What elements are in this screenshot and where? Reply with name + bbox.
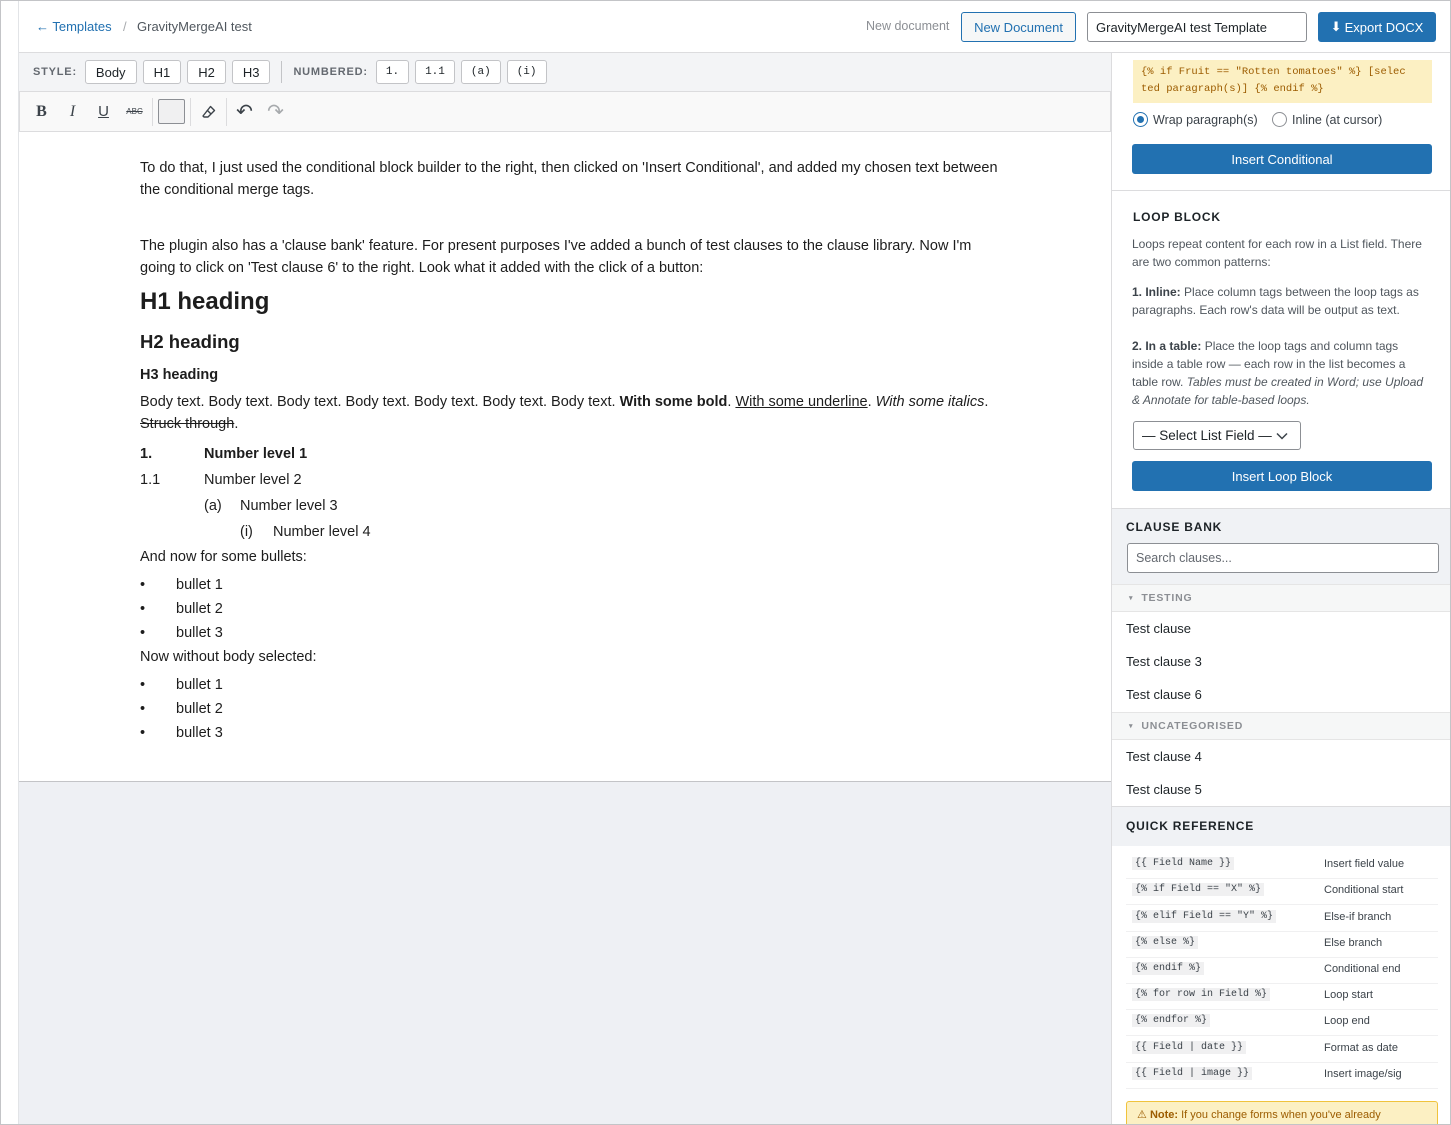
document-content[interactable]: [140, 157, 1000, 746]
back-to-templates-link[interactable]: ← Templates: [36, 19, 112, 34]
quick-ref-desc: Format as date: [1324, 1042, 1398, 1054]
quick-ref-desc: Else-if branch: [1324, 911, 1392, 923]
punctuation: .: [867, 394, 872, 410]
bold-icon: B: [36, 102, 47, 120]
quick-ref-desc: Else branch: [1324, 937, 1383, 949]
number-marker: 1.1: [140, 472, 161, 488]
document-editor[interactable]: [19, 132, 1111, 782]
numbered-item-level-4: [140, 519, 1000, 545]
underline-text: With some underline: [735, 394, 868, 410]
loop-pattern-text: Place column tags between the loop tags as paragraphs. Each row's data will be output as text.: [1132, 285, 1419, 317]
toolbar-divider: [190, 98, 191, 126]
bullet-marker: •: [140, 701, 146, 717]
quick-ref-row: [1126, 932, 1438, 958]
bullet-item: [140, 622, 1000, 646]
top-bar: [19, 1, 1451, 53]
bullet-marker: •: [140, 625, 146, 641]
style-h1-button[interactable]: H1: [143, 60, 182, 84]
radio-unselected-icon[interactable]: [1272, 112, 1287, 127]
text-color-picker[interactable]: [158, 99, 185, 124]
bullet-item: [140, 674, 1000, 698]
quick-reference-title: QUICK REFERENCE: [1126, 819, 1255, 833]
underline-button[interactable]: [88, 97, 119, 127]
clause-item[interactable]: Test clause: [1126, 621, 1192, 636]
number-text: Number level 2: [204, 472, 302, 488]
clear-formatting-button[interactable]: [193, 97, 224, 127]
style-toolbar: [19, 53, 1111, 91]
eraser-icon: [201, 104, 217, 120]
radio-selected-icon[interactable]: [1133, 112, 1148, 127]
document-title: GravityMergeAI test: [137, 19, 252, 34]
quick-ref-row: [1126, 906, 1438, 932]
quick-ref-row: [1126, 853, 1438, 879]
punctuation: .: [234, 416, 239, 432]
quick-ref-row: [1126, 984, 1438, 1010]
style-h3-button[interactable]: H3: [232, 60, 271, 84]
loop-pattern-table: [1132, 337, 1430, 409]
quick-ref-code: {{ Field | date }}: [1132, 1041, 1246, 1054]
loop-pattern-text: Place the loop tags and column tags inside a table row — each row in the list becomes a table row.: [1132, 339, 1406, 389]
insert-loop-block-button[interactable]: Insert Loop Block: [1132, 461, 1432, 491]
category-label: UNCATEGORISED: [1141, 720, 1244, 732]
quick-ref-code: {% else %}: [1132, 936, 1198, 949]
number-marker: (i): [240, 524, 253, 540]
quick-ref-row: [1126, 1063, 1438, 1089]
chevron-down-icon: [1276, 432, 1288, 440]
quick-ref-code: {% elif Field == "Y" %}: [1132, 910, 1276, 923]
number-marker: 1.: [140, 446, 153, 462]
inline-cursor-label: Inline (at cursor): [1292, 112, 1383, 127]
note-label: Note:: [1149, 1109, 1179, 1121]
numbered-level-3-button[interactable]: (a): [461, 60, 501, 84]
quick-ref-row: [1126, 1037, 1438, 1063]
list-field-select[interactable]: [1133, 421, 1301, 450]
quick-ref-code: {% endfor %}: [1132, 1014, 1210, 1027]
strikethrough-button[interactable]: [119, 97, 150, 127]
quick-ref-row: [1126, 958, 1438, 984]
collapse-triangle-icon: ▾: [1129, 595, 1134, 602]
toolbar-divider: [226, 98, 227, 126]
loop-pattern-label: 1. Inline:: [1132, 285, 1181, 299]
number-text: Number level 3: [240, 498, 338, 514]
toolbar-divider: [281, 61, 282, 83]
toolbar-divider: [152, 98, 153, 126]
quick-ref-code: {% endif %}: [1132, 962, 1204, 975]
inline-cursor-option[interactable]: [1272, 112, 1382, 127]
style-h2-button[interactable]: H2: [187, 60, 226, 84]
wrap-paragraph-label: Wrap paragraph(s): [1153, 112, 1258, 127]
number-marker: (a): [204, 498, 222, 514]
bullet-text: bullet 3: [176, 625, 223, 641]
bold-button[interactable]: [26, 97, 57, 127]
loop-block-title: LOOP BLOCK: [1133, 210, 1221, 224]
punctuation: .: [727, 394, 732, 410]
numbered-item-level-2: [140, 467, 1000, 493]
quick-ref-row: [1126, 1010, 1438, 1036]
numbered-level-1-button[interactable]: 1.: [376, 60, 409, 84]
clause-item[interactable]: Test clause 3: [1126, 654, 1202, 669]
clause-item[interactable]: Test clause 4: [1126, 749, 1202, 764]
bullet-item: [140, 698, 1000, 722]
bullet-text: bullet 1: [176, 577, 223, 593]
left-strip: [1, 1, 19, 1125]
bullet-marker: •: [140, 577, 146, 593]
number-text: Number level 4: [273, 524, 371, 540]
insert-conditional-button[interactable]: Insert Conditional: [1132, 144, 1432, 174]
category-testing[interactable]: [1112, 584, 1451, 612]
conditional-code-line: {% if Fruit == "Rotten tomatoes" %} [selec: [1141, 66, 1406, 78]
export-label: Export DOCX: [1344, 19, 1424, 35]
redo-button[interactable]: [260, 97, 291, 127]
paragraph: To do that, I just used the conditional block builder to the right, then clicked on 'Insert Conditional', and added my chosen text between the conditional merge tags.: [140, 160, 998, 198]
number-text: Number level 1: [204, 446, 308, 462]
paragraph: And now for some bullets:: [140, 549, 307, 565]
numbered-level-4-button[interactable]: (i): [507, 60, 547, 84]
quick-ref-desc: Conditional start: [1324, 884, 1404, 896]
template-name-input[interactable]: [1087, 12, 1307, 42]
quick-ref-row: [1126, 879, 1438, 905]
breadcrumb-separator: /: [123, 19, 127, 34]
bold-text: With some bold: [619, 394, 728, 410]
numbered-item-level-1: [140, 441, 1000, 467]
export-docx-button[interactable]: [1318, 12, 1436, 42]
bullet-text: bullet 2: [176, 701, 223, 717]
category-label: TESTING: [1141, 592, 1193, 604]
bullet-marker: •: [140, 677, 146, 693]
strikethrough-icon: ABC: [126, 107, 143, 116]
undo-button[interactable]: [229, 97, 260, 127]
sidebar: [1111, 53, 1451, 1125]
bullet-marker: •: [140, 725, 146, 741]
bullet-item: [140, 574, 1000, 598]
strikethrough-text: Struck through: [140, 416, 235, 432]
heading-1: H1 heading: [140, 288, 270, 315]
bullet-item: [140, 722, 1000, 746]
quick-ref-desc: Insert image/sig: [1324, 1068, 1402, 1080]
clause-search-placeholder: Search clauses...: [1136, 551, 1232, 565]
numbered-level-2-button[interactable]: 1.1: [415, 60, 455, 84]
underline-icon: U: [98, 103, 109, 120]
conditional-code-line: ted paragraph(s)] {% endif %}: [1141, 83, 1324, 95]
quick-ref-code: {% if Field == "X" %}: [1132, 883, 1264, 896]
quick-ref-code: {{ Field Name }}: [1132, 857, 1234, 870]
clause-search-input[interactable]: [1127, 543, 1439, 573]
section-divider: [1112, 508, 1451, 509]
bullet-item: [140, 598, 1000, 622]
clause-item[interactable]: Test clause 6: [1126, 687, 1202, 702]
quick-ref-desc: Loop start: [1324, 989, 1373, 1001]
numbered-item-level-3: [140, 493, 1000, 519]
paragraph: The plugin also has a 'clause bank' feature. For present purposes I've added a bunch of test clauses to the clause library. Now I'm going to click on 'Test clause 6' to the right. Look what it added with the click of a button:: [140, 238, 972, 276]
paragraph: Now without body selected:: [140, 649, 317, 665]
punctuation: .: [984, 394, 989, 410]
clause-bank-title: CLAUSE BANK: [1126, 520, 1223, 534]
loop-pattern-inline: [1132, 283, 1430, 319]
list-field-select-value: — Select List Field —: [1142, 428, 1272, 443]
heading-2: H2 heading: [140, 331, 240, 352]
quick-ref-code: {% for row in Field %}: [1132, 988, 1270, 1001]
note-text: If you change forms when you've already: [1181, 1109, 1381, 1121]
style-body-button[interactable]: Body: [85, 60, 137, 84]
section-divider: [1112, 190, 1451, 191]
body-plain-text: Body text. Body text. Body text. Body text. Body text. Body text. Body text.: [140, 394, 616, 410]
bullet-text: bullet 1: [176, 677, 223, 693]
download-icon: ⬇: [1330, 19, 1342, 34]
conditional-preview: [1133, 60, 1432, 103]
forms-change-note: [1126, 1101, 1438, 1125]
wrap-paragraph-option[interactable]: [1133, 112, 1258, 127]
style-label: STYLE:: [33, 66, 77, 78]
italic-icon: I: [69, 102, 76, 120]
numbered-label: NUMBERED:: [293, 66, 368, 78]
bullet-text: bullet 2: [176, 601, 223, 617]
quick-ref-code: {{ Field | image }}: [1132, 1067, 1252, 1080]
italic-text: With some italics: [875, 394, 985, 410]
redo-icon: ↷: [267, 101, 284, 123]
new-document-hint: New document: [866, 19, 950, 33]
category-uncategorised[interactable]: [1112, 712, 1451, 740]
format-toolbar: [19, 91, 1111, 132]
collapse-triangle-icon: ▾: [1129, 723, 1134, 730]
bullet-text: bullet 3: [176, 725, 223, 741]
quick-ref-desc: Loop end: [1324, 1015, 1370, 1027]
warning-icon: ⚠: [1137, 1109, 1147, 1121]
quick-ref-desc: Insert field value: [1324, 858, 1405, 870]
bullet-marker: •: [140, 601, 146, 617]
loop-pattern-note: Tables must be created in Word; use Upload & Annotate for table-based loops.: [1132, 375, 1424, 407]
new-document-button[interactable]: New Document: [961, 12, 1076, 42]
loop-pattern-label: 2. In a table:: [1132, 339, 1202, 353]
quick-ref-desc: Conditional end: [1324, 963, 1401, 975]
clause-item[interactable]: Test clause 5: [1126, 782, 1202, 797]
italic-button[interactable]: [57, 97, 88, 127]
body-paragraph: [140, 391, 1000, 435]
heading-3: H3 heading: [140, 367, 219, 383]
loop-help-text: Loops repeat content for each row in a List field. There are two common patterns:: [1132, 237, 1422, 269]
undo-icon: ↶: [236, 101, 253, 123]
